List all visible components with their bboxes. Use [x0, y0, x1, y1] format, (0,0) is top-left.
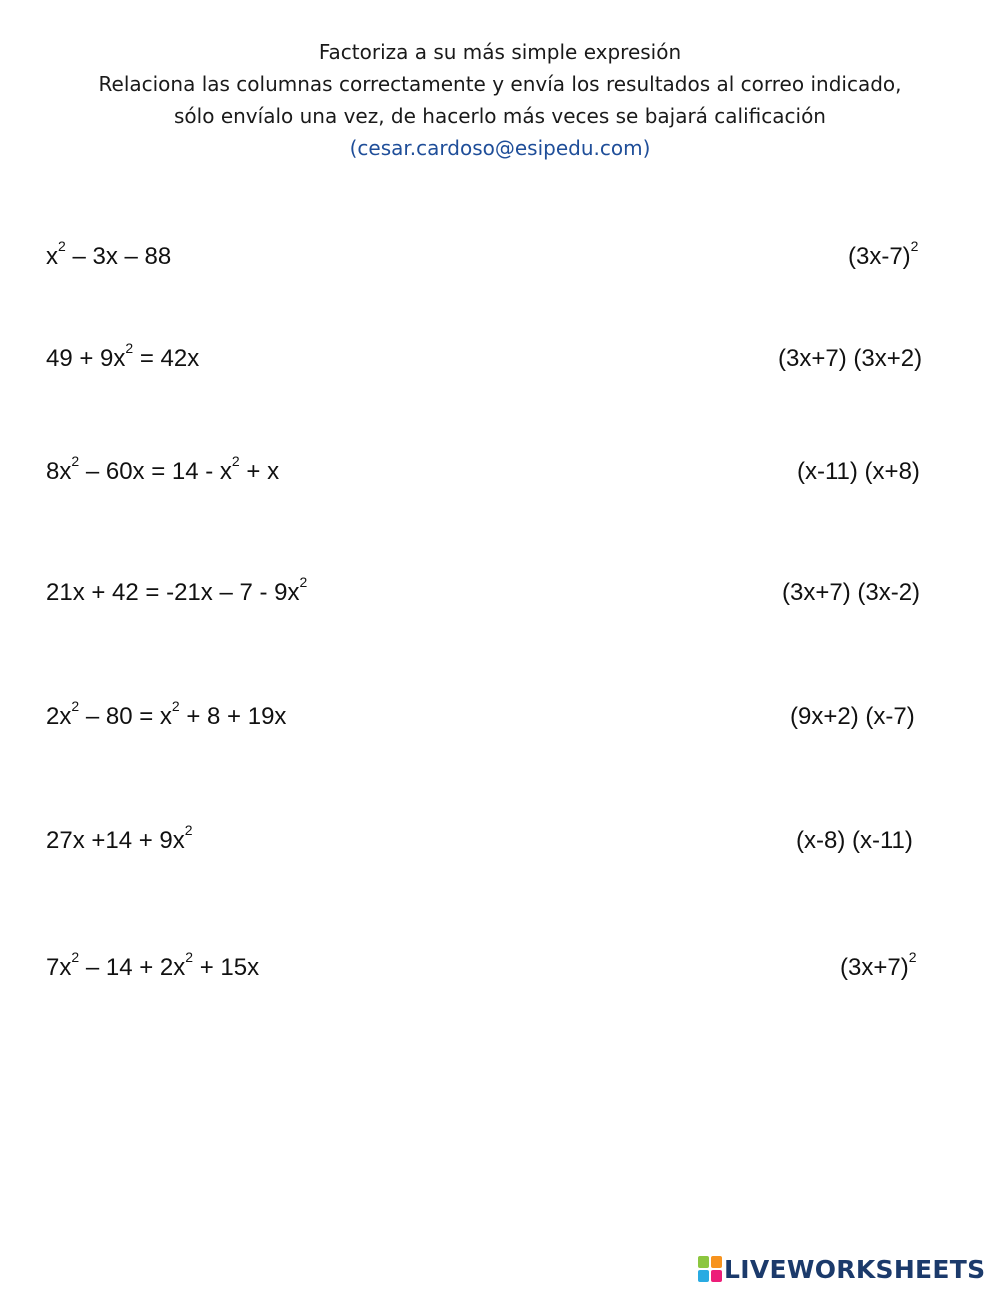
instruction-line-2: sólo envíalo una vez, de hacerlo más veces se bajará calificación — [174, 104, 826, 128]
left-expression-6: $27x +14 + 9x^2$ — [46, 822, 193, 854]
left-expression-3: $8x^2 - 60x = 14 - x^2 + x$ — [46, 453, 280, 485]
right-answer-3: (x-11) (x+8) — [797, 458, 920, 485]
instruction-line-1: Relaciona las columnas correctamente y envía los resultados al correo indicado, — [98, 72, 902, 96]
right-answer-4: (3x+7) (3x-2) — [782, 579, 921, 606]
left-expression-2: $49 + 9x^2 = 42x$ — [46, 340, 200, 372]
liveworksheets-logo-icon — [698, 1256, 722, 1282]
right-answer-1: $(3x-7)^2$ — [848, 238, 919, 270]
title-line: Factoriza a su más simple expresión — [318, 40, 682, 64]
instructions-header — [0, 36, 1000, 164]
right-answer-6: (x-8) (x-11) — [796, 827, 913, 854]
right-answer-5: (9x+2) (x-7) — [790, 703, 915, 730]
right-answer-7: $(3x+7)^2$ — [840, 949, 917, 981]
left-expression-5: $2x^2 - 80 = x^2 + 8 + 19x$ — [46, 698, 287, 730]
logo-text: LIVEWORKSHEETS — [724, 1254, 986, 1284]
email-address: (cesar.cardoso@esipedu.com) — [349, 136, 651, 160]
right-answer-2: (3x+7) (3x+2) — [778, 345, 923, 372]
left-expression-1: $x^2 - 3x - 88$ — [46, 238, 172, 270]
liveworksheets-logo — [698, 1254, 985, 1284]
left-expression-4: $21x + 42 = -21x - 7 - 9x^2$ — [46, 574, 308, 606]
left-expression-7: $7x^2 - 14 + 2x^2 + 15x$ — [46, 949, 260, 981]
